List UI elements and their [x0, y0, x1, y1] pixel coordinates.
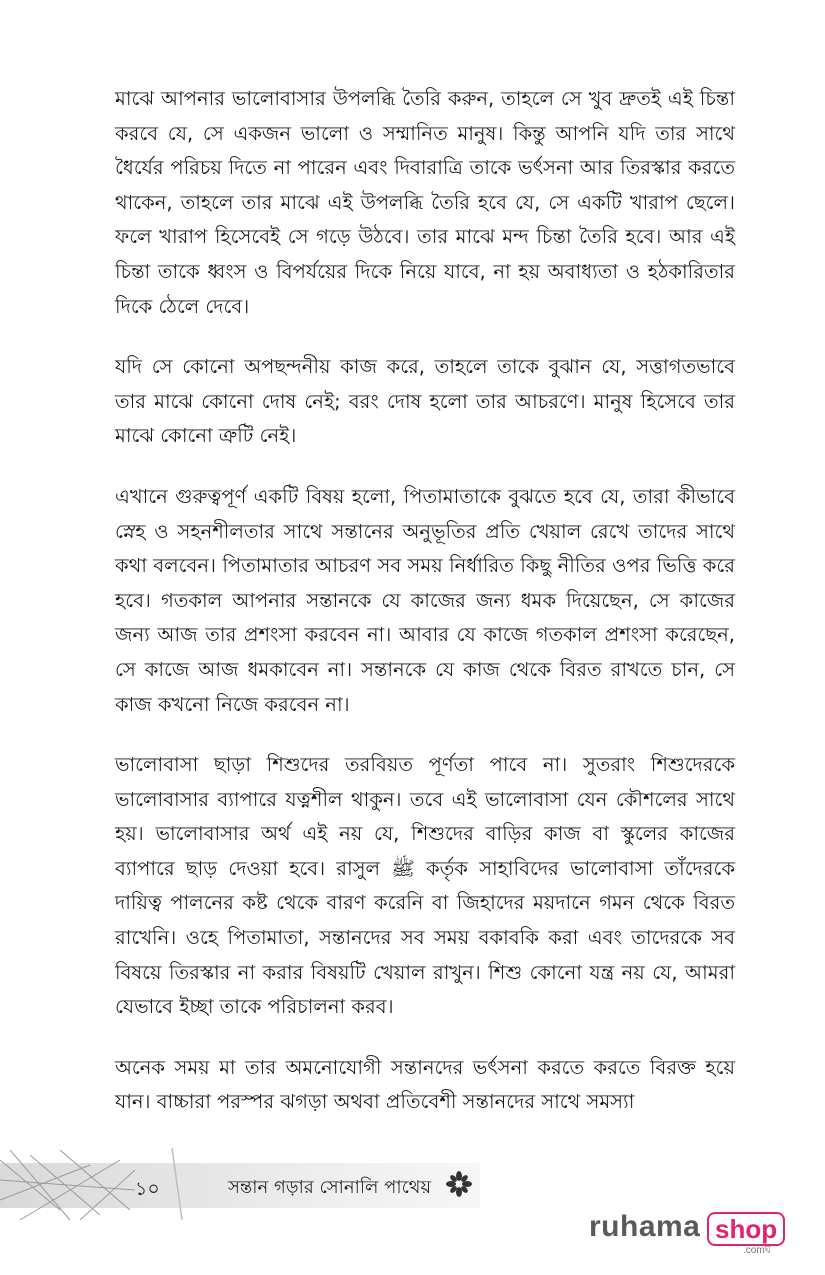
page-number: ১০ — [135, 1178, 160, 1200]
watermark-brand-accent: shop — [707, 1212, 785, 1246]
paragraph-4: ভালোবাসা ছাড়া শিশুদের তরবিয়ত পূর্ণতা পাবে না। সুতরাং শিশুদেরকে ভালোবাসার ব্যাপারে যত্নশীল থাকুন। তবে এই ভালোবাসা যেন কৌশলের সাথে হয়। ভালোবাসার অর্থ এই নয় যে, শিশুদের বাড়ির কাজ বা স্কুলের কাজের ব্যাপারে ছাড় দেওয়া হবে। রাসুল ﷺ কর্তৃক সাহাবিদের ভালোবাসা তাঁদেরকে দায়িত্ব পালনের কষ্ট থেকে বারণ করেনি বা জিহাদের ময়দানে গমন থেকে বিরত রাখেনি। ওহে পিতামাতা, সন্তানদের সব সময় বকাবকি করা এবং তাদেরকে সব বিষয়ে তিরস্কার না করার বিষয়টি খেয়াল রাখুন। শিশু কোনো যন্ত্র নয় যে, আমরা যেভাবে ইচ্ছা তাকে পরিচালনা করব। — [115, 753, 735, 1019]
footer-separator — [170, 1148, 184, 1220]
running-title: সন্তান গড়ার সোনালি পাথেয় — [228, 1177, 432, 1198]
geometric-pattern-icon — [0, 1150, 135, 1220]
paragraph-3: এখানে গুরুত্বপূর্ণ একটি বিষয় হলো, পিতামাতাকে বুঝতে হবে যে, তারা কীভাবে স্নেহ ও সহনশীলতার সাথে সন্তানের অনুভূতির প্রতি খেয়াল রেখে তাদের সাথে কথা বলবেন। পিতামাতার আচরণ সব সময় নির্ধারিত কিছু নীতির ওপর ভিত্তি করে হবে। গতকাল আপনার সন্তানকে যে কাজের জন্য ধমক দিয়েছেন, সে কাজের জন্য আজ তার প্রশংসা করবেন না। আবার যে কাজে গতকাল প্রশংসা করেছেন, সে কাজে আজ ধমকাবেন না। সন্তানকে যে কাজ থেকে বিরত রাখতে চান, সে কাজ কখনো নিজে করবেন না। — [115, 484, 735, 716]
watermark-logo — [589, 1206, 789, 1256]
paragraph-1: মাঝে আপনার ভালোবাসার উপলব্ধি তৈরি করুন, তাহলে সে খুব দ্রুতই এই চিন্তা করবে যে, সে একজন ভালো ও সম্মানিত মানুষ। কিন্তু আপনি যদি তার সাথে ধৈর্যের পরিচয় দিতে না পারেন এবং দিবারাত্রি তাকে ভর্ৎসনা আর তিরস্কার করতে থাকেন, তাহলে তার মাঝে এই উপলব্ধি তৈরি হবে যে, সে একটি খারাপ ছেলে। ফলে খারাপ হিসেবেই সে গড়ে উঠবে। তার মাঝে মন্দ চিন্তা তৈরি হবে। আর এই চিন্তা তাকে ধ্বংস ও বিপর্যয়ের দিকে নিয়ে যাবে, না হয় অবাধ্যতা ও হঠকারিতার দিকে ঠেলে দেবে। — [115, 87, 735, 318]
paragraph-5: অনেক সময় মা তার অমনোযোগী সন্তানদের ভর্ৎসনা করতে করতে বিরক্ত হয়ে যান। বাচ্চারা পরস্পর ঝগড়া অথবা প্রতিবেশী সন্তানদের সাথে সমস্যা — [115, 1055, 735, 1114]
watermark-domain: .comঘ — [743, 1245, 771, 1256]
flower-ornament-icon — [445, 1170, 473, 1198]
watermark-brand-main: ruhama — [589, 1210, 701, 1243]
paragraph-2: যদি সে কোনো অপছন্দনীয় কাজ করে, তাহলে তাকে বুঝান যে, সত্তাগতভাবে তার মাঝে কোনো দোষ নেই; বরং দোষ হলো তার আচরণে। মানুষ হিসেবে তার মাঝে কোনো ত্রুটি নেই। — [115, 355, 735, 448]
page-body-text — [115, 82, 735, 1146]
